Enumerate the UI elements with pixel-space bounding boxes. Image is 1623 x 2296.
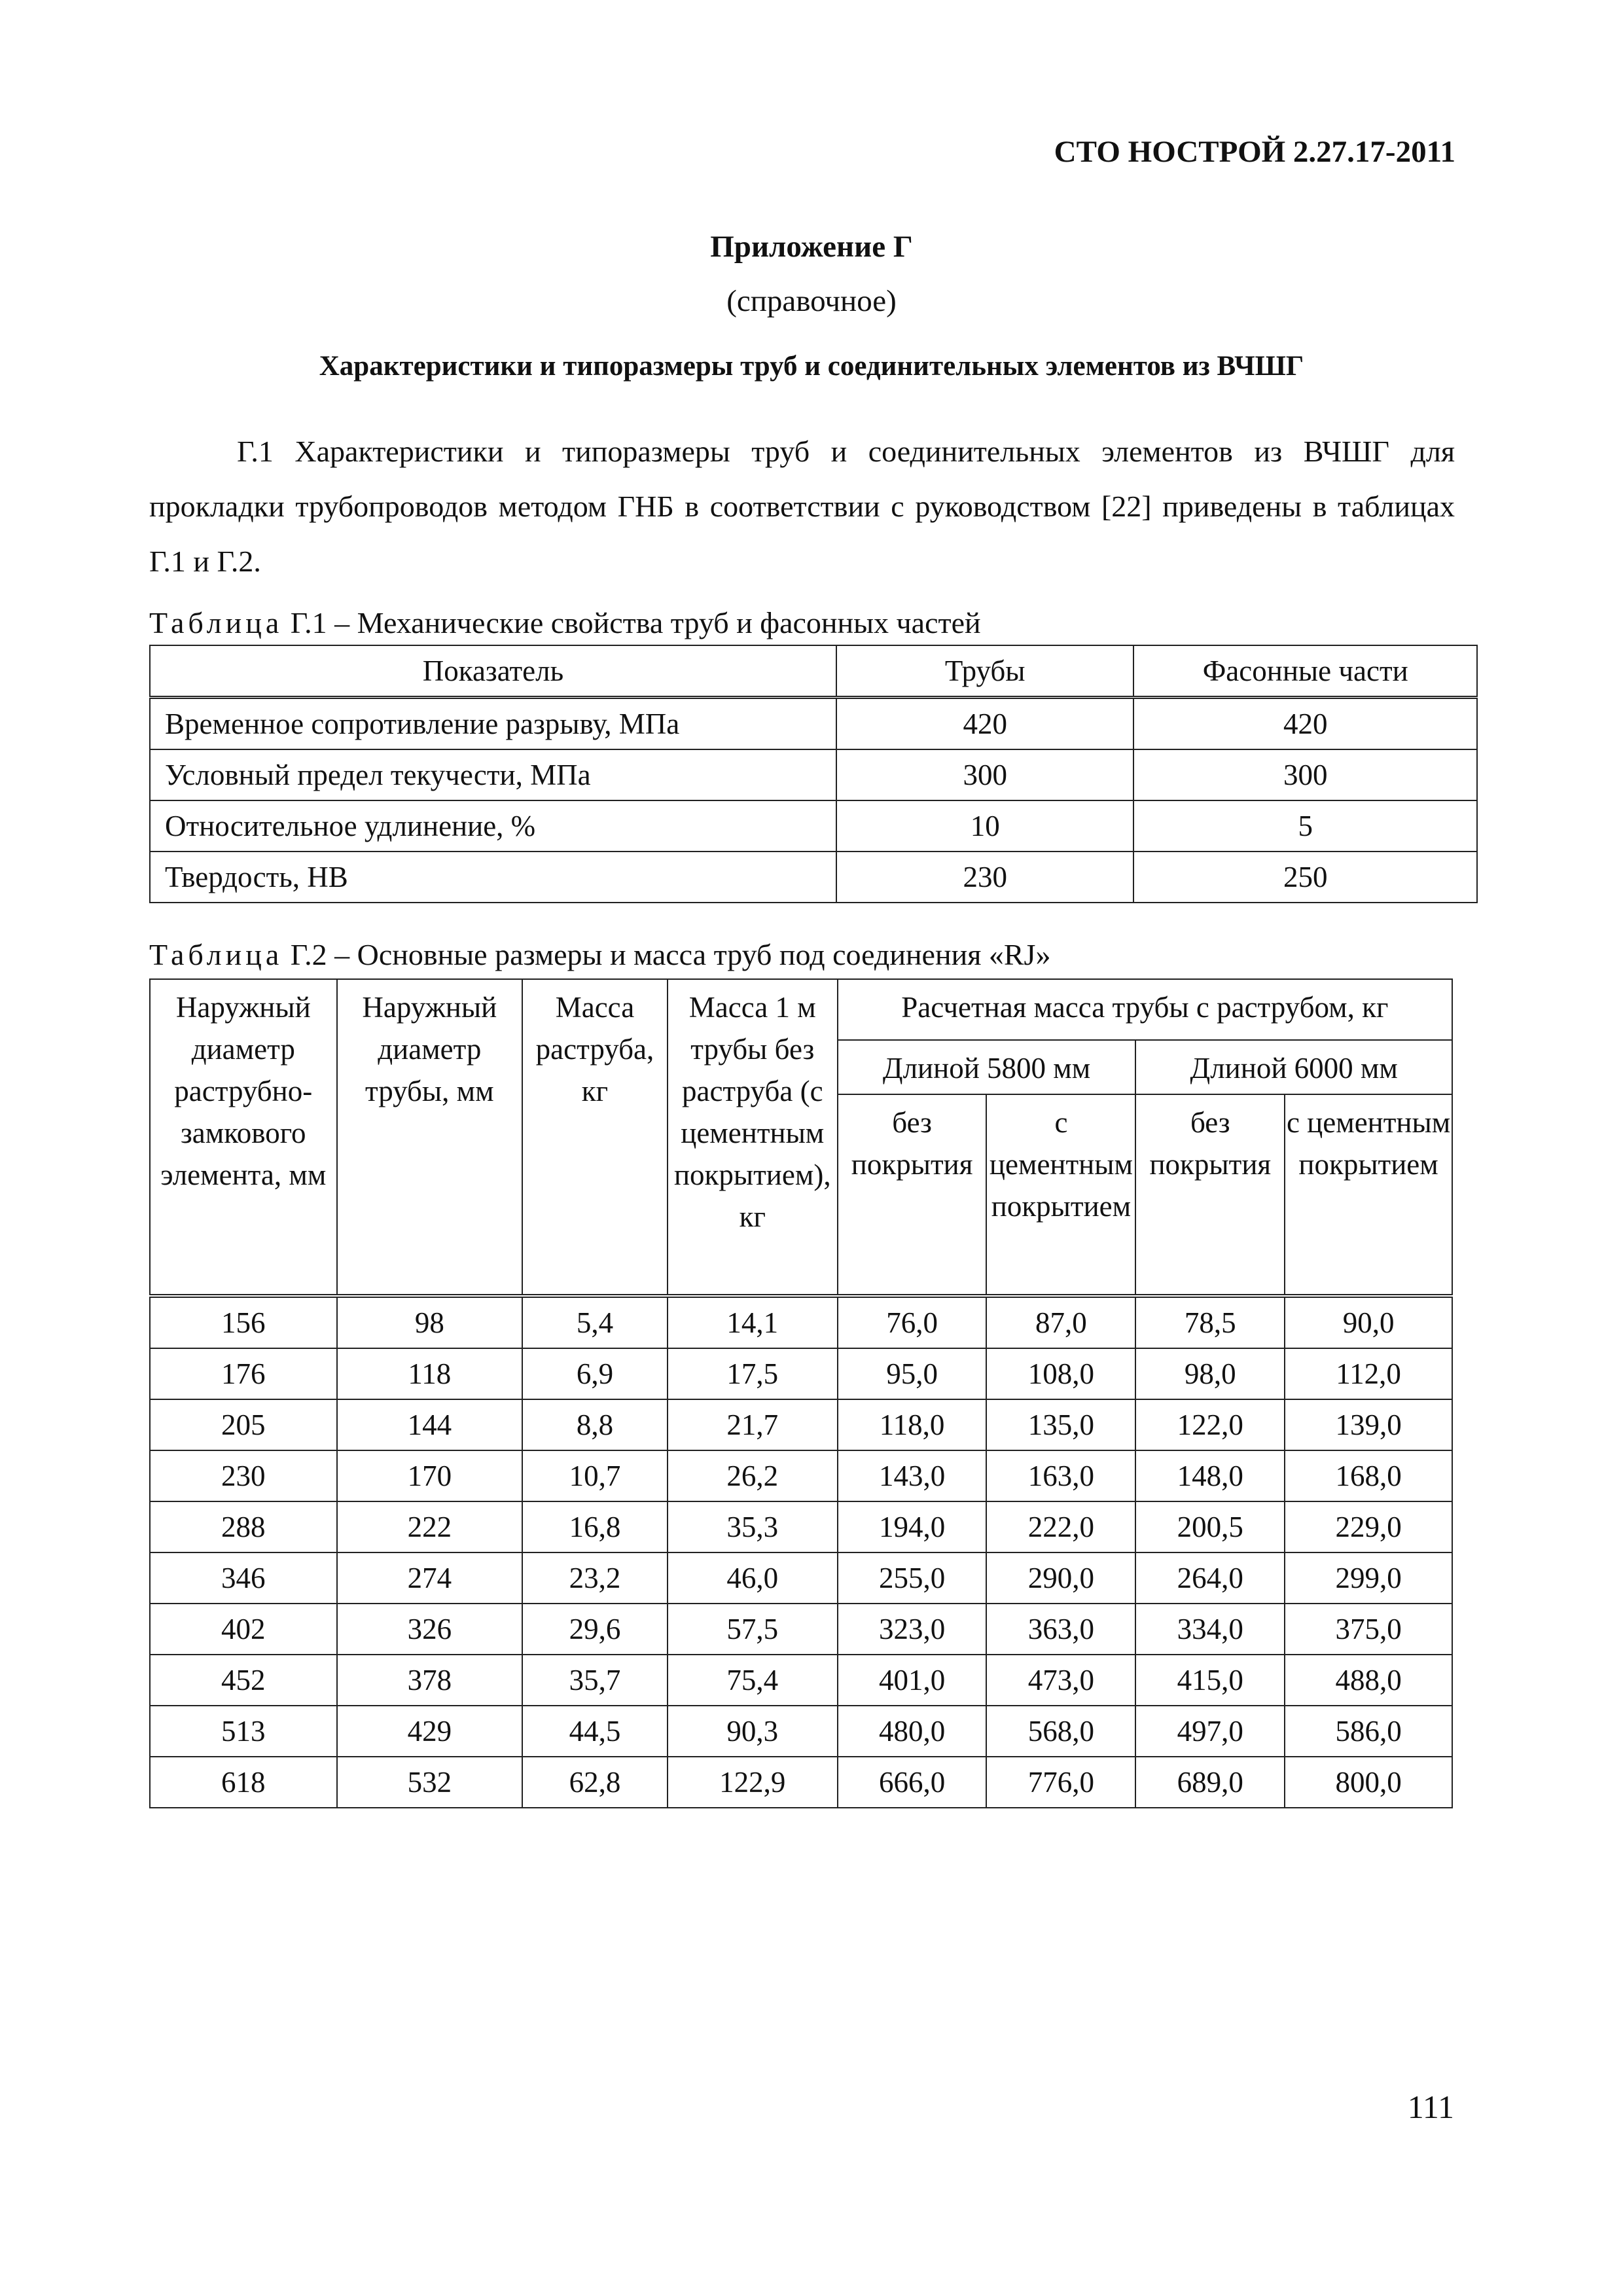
header-cell: Трубы — [836, 645, 1134, 698]
table-cell: 222 — [337, 1501, 523, 1552]
appendix-title: Приложение Г — [710, 230, 913, 264]
table-cell: 118,0 — [838, 1399, 987, 1450]
table-cell: 375,0 — [1285, 1604, 1452, 1655]
table-cell: 122,9 — [668, 1757, 838, 1808]
table-cell: 230 — [836, 852, 1134, 903]
table-header-row — [150, 645, 1477, 698]
table-row — [150, 749, 1477, 800]
table-cell: 57,5 — [668, 1604, 838, 1655]
table-cell: 299,0 — [1285, 1552, 1452, 1604]
table-cell: 156 — [150, 1296, 337, 1348]
table-cell: 420 — [1133, 698, 1477, 750]
table-cell: 62,8 — [522, 1757, 668, 1808]
header-cell: с цементным покрытием — [986, 1094, 1135, 1296]
table-cell: 75,4 — [668, 1655, 838, 1706]
table-cell: 170 — [337, 1450, 523, 1501]
table-row — [150, 1604, 1452, 1655]
table-cell: 112,0 — [1285, 1348, 1452, 1399]
table-cell: 488,0 — [1285, 1655, 1452, 1706]
table-cell: 346 — [150, 1552, 337, 1604]
table-row — [150, 1348, 1452, 1399]
table-cell: 255,0 — [838, 1552, 987, 1604]
table-cell: 363,0 — [986, 1604, 1135, 1655]
table-cell: 118 — [337, 1348, 523, 1399]
table2-caption-text: Г.2 – Основные размеры и масса труб под соединения «RJ» — [283, 938, 1051, 971]
table-cell: 98 — [337, 1296, 523, 1348]
table-cell: 14,1 — [668, 1296, 838, 1348]
table-cell: 44,5 — [522, 1706, 668, 1757]
table-cell: 8,8 — [522, 1399, 668, 1450]
table-cell: 230 — [150, 1450, 337, 1501]
table1-caption-text: Г.1 – Механические свойства труб и фасонных частей — [283, 606, 981, 639]
table-cell: 90,0 — [1285, 1296, 1452, 1348]
mechanical-properties-table — [149, 645, 1478, 903]
table-cell: 288 — [150, 1501, 337, 1552]
table-cell: 139,0 — [1285, 1399, 1452, 1450]
table-row — [150, 852, 1477, 903]
table-row — [150, 1501, 1452, 1552]
header-cell: Масса 1 м трубы без раструба (с цементным покрытием), кг — [668, 979, 838, 1296]
header-cell: Длиной 5800 мм — [838, 1040, 1136, 1094]
table-cell: 402 — [150, 1604, 337, 1655]
table-cell: 135,0 — [986, 1399, 1135, 1450]
table-cell: 10,7 — [522, 1450, 668, 1501]
page-number: 111 — [1407, 2089, 1454, 2125]
table-cell: 229,0 — [1285, 1501, 1452, 1552]
table-cell: 35,7 — [522, 1655, 668, 1706]
table-cell: 5,4 — [522, 1296, 668, 1348]
table-cell: 148,0 — [1135, 1450, 1285, 1501]
table-cell: 222,0 — [986, 1501, 1135, 1552]
table-header-row — [150, 979, 1452, 1040]
table-cell: 513 — [150, 1706, 337, 1757]
table-cell: 163,0 — [986, 1450, 1135, 1501]
table-row — [150, 1399, 1452, 1450]
table-cell: 16,8 — [522, 1501, 668, 1552]
table-cell: 300 — [836, 749, 1134, 800]
header-cell: Длиной 6000 мм — [1135, 1040, 1452, 1094]
table-cell: 326 — [337, 1604, 523, 1655]
header-cell: Масса раструба, кг — [522, 979, 668, 1296]
table-cell: 78,5 — [1135, 1296, 1285, 1348]
header-cell: Показатель — [150, 645, 836, 698]
table-cell: 108,0 — [986, 1348, 1135, 1399]
table-cell: 26,2 — [668, 1450, 838, 1501]
table-cell: 194,0 — [838, 1501, 987, 1552]
table-cell: 168,0 — [1285, 1450, 1452, 1501]
table2-caption-label: Таблица — [149, 938, 283, 971]
table-cell: 23,2 — [522, 1552, 668, 1604]
table-cell: 10 — [836, 800, 1134, 852]
table-cell: 334,0 — [1135, 1604, 1285, 1655]
table-cell: 46,0 — [668, 1552, 838, 1604]
appendix-subtitle: (справочное) — [726, 284, 897, 318]
table1-caption — [149, 605, 981, 640]
document-code-header: СТО НОСТРОЙ 2.27.17-2011 — [1054, 135, 1455, 169]
table-cell: 480,0 — [838, 1706, 987, 1757]
table-cell: 618 — [150, 1757, 337, 1808]
table-cell: 21,7 — [668, 1399, 838, 1450]
table-cell: 250 — [1133, 852, 1477, 903]
table-cell: 122,0 — [1135, 1399, 1285, 1450]
table-cell: 76,0 — [838, 1296, 987, 1348]
table-cell: 144 — [337, 1399, 523, 1450]
table-cell: 689,0 — [1135, 1757, 1285, 1808]
pipe-dimensions-table — [149, 978, 1453, 1808]
table-cell: Условный предел текучести, МПа — [150, 749, 836, 800]
table-cell: 35,3 — [668, 1501, 838, 1552]
table-cell: 87,0 — [986, 1296, 1135, 1348]
table-cell: 90,3 — [668, 1706, 838, 1757]
table-cell: 200,5 — [1135, 1501, 1285, 1552]
header-cell: Наружный диаметр трубы, мм — [337, 979, 523, 1296]
table-cell: 5 — [1133, 800, 1477, 852]
header-cell: Фасонные части — [1133, 645, 1477, 698]
table-cell: 95,0 — [838, 1348, 987, 1399]
table-cell: 666,0 — [838, 1757, 987, 1808]
header-cell: Наружный диаметр раструбно-замкового элемента, мм — [150, 979, 337, 1296]
table-cell: 98,0 — [1135, 1348, 1285, 1399]
table-cell: 776,0 — [986, 1757, 1135, 1808]
table2-caption — [149, 937, 1050, 972]
table-cell: 205 — [150, 1399, 337, 1450]
header-cell: без покрытия — [838, 1094, 987, 1296]
section-title: Характеристики и типоразмеры труб и соединительных элементов из ВЧШГ — [319, 351, 1304, 382]
table-cell: 420 — [836, 698, 1134, 750]
table-cell: 29,6 — [522, 1604, 668, 1655]
table-cell: 586,0 — [1285, 1706, 1452, 1757]
intro-paragraph — [149, 424, 1455, 589]
table-cell: 323,0 — [838, 1604, 987, 1655]
table-row — [150, 1655, 1452, 1706]
header-cell: Расчетная масса трубы с раструбом, кг — [838, 979, 1452, 1040]
table-cell: 800,0 — [1285, 1757, 1452, 1808]
table-cell: 6,9 — [522, 1348, 668, 1399]
table-cell: 176 — [150, 1348, 337, 1399]
table-cell: 452 — [150, 1655, 337, 1706]
table-cell: 378 — [337, 1655, 523, 1706]
table-cell: 497,0 — [1135, 1706, 1285, 1757]
header-cell: без покрытия — [1135, 1094, 1285, 1296]
table-cell: 290,0 — [986, 1552, 1135, 1604]
table-row — [150, 1552, 1452, 1604]
header-cell: с цементным покрытием — [1285, 1094, 1452, 1296]
table-cell: Временное сопротивление разрыву, МПа — [150, 698, 836, 750]
table-cell: 143,0 — [838, 1450, 987, 1501]
table-cell: 568,0 — [986, 1706, 1135, 1757]
table-cell: 532 — [337, 1757, 523, 1808]
table-row — [150, 800, 1477, 852]
table-row — [150, 1757, 1452, 1808]
table-cell: Твердость, НВ — [150, 852, 836, 903]
table-cell: 401,0 — [838, 1655, 987, 1706]
intro-paragraph-text: Г.1 Характеристики и типоразмеры труб и соединительных элементов из ВЧШГ для прокладки трубопроводов методом ГНБ в соответствии с руководством [22] приведены в таблицах Г.1 и Г.2. — [149, 435, 1455, 578]
table-cell: 429 — [337, 1706, 523, 1757]
table-cell: 274 — [337, 1552, 523, 1604]
table-cell: 264,0 — [1135, 1552, 1285, 1604]
table-cell: 300 — [1133, 749, 1477, 800]
table-row — [150, 698, 1477, 750]
table-cell: 17,5 — [668, 1348, 838, 1399]
table-row — [150, 1296, 1452, 1348]
table-cell: 415,0 — [1135, 1655, 1285, 1706]
table1-caption-label: Таблица — [149, 606, 283, 639]
table-cell: Относительное удлинение, % — [150, 800, 836, 852]
table-row — [150, 1706, 1452, 1757]
table-cell: 473,0 — [986, 1655, 1135, 1706]
table-row — [150, 1450, 1452, 1501]
